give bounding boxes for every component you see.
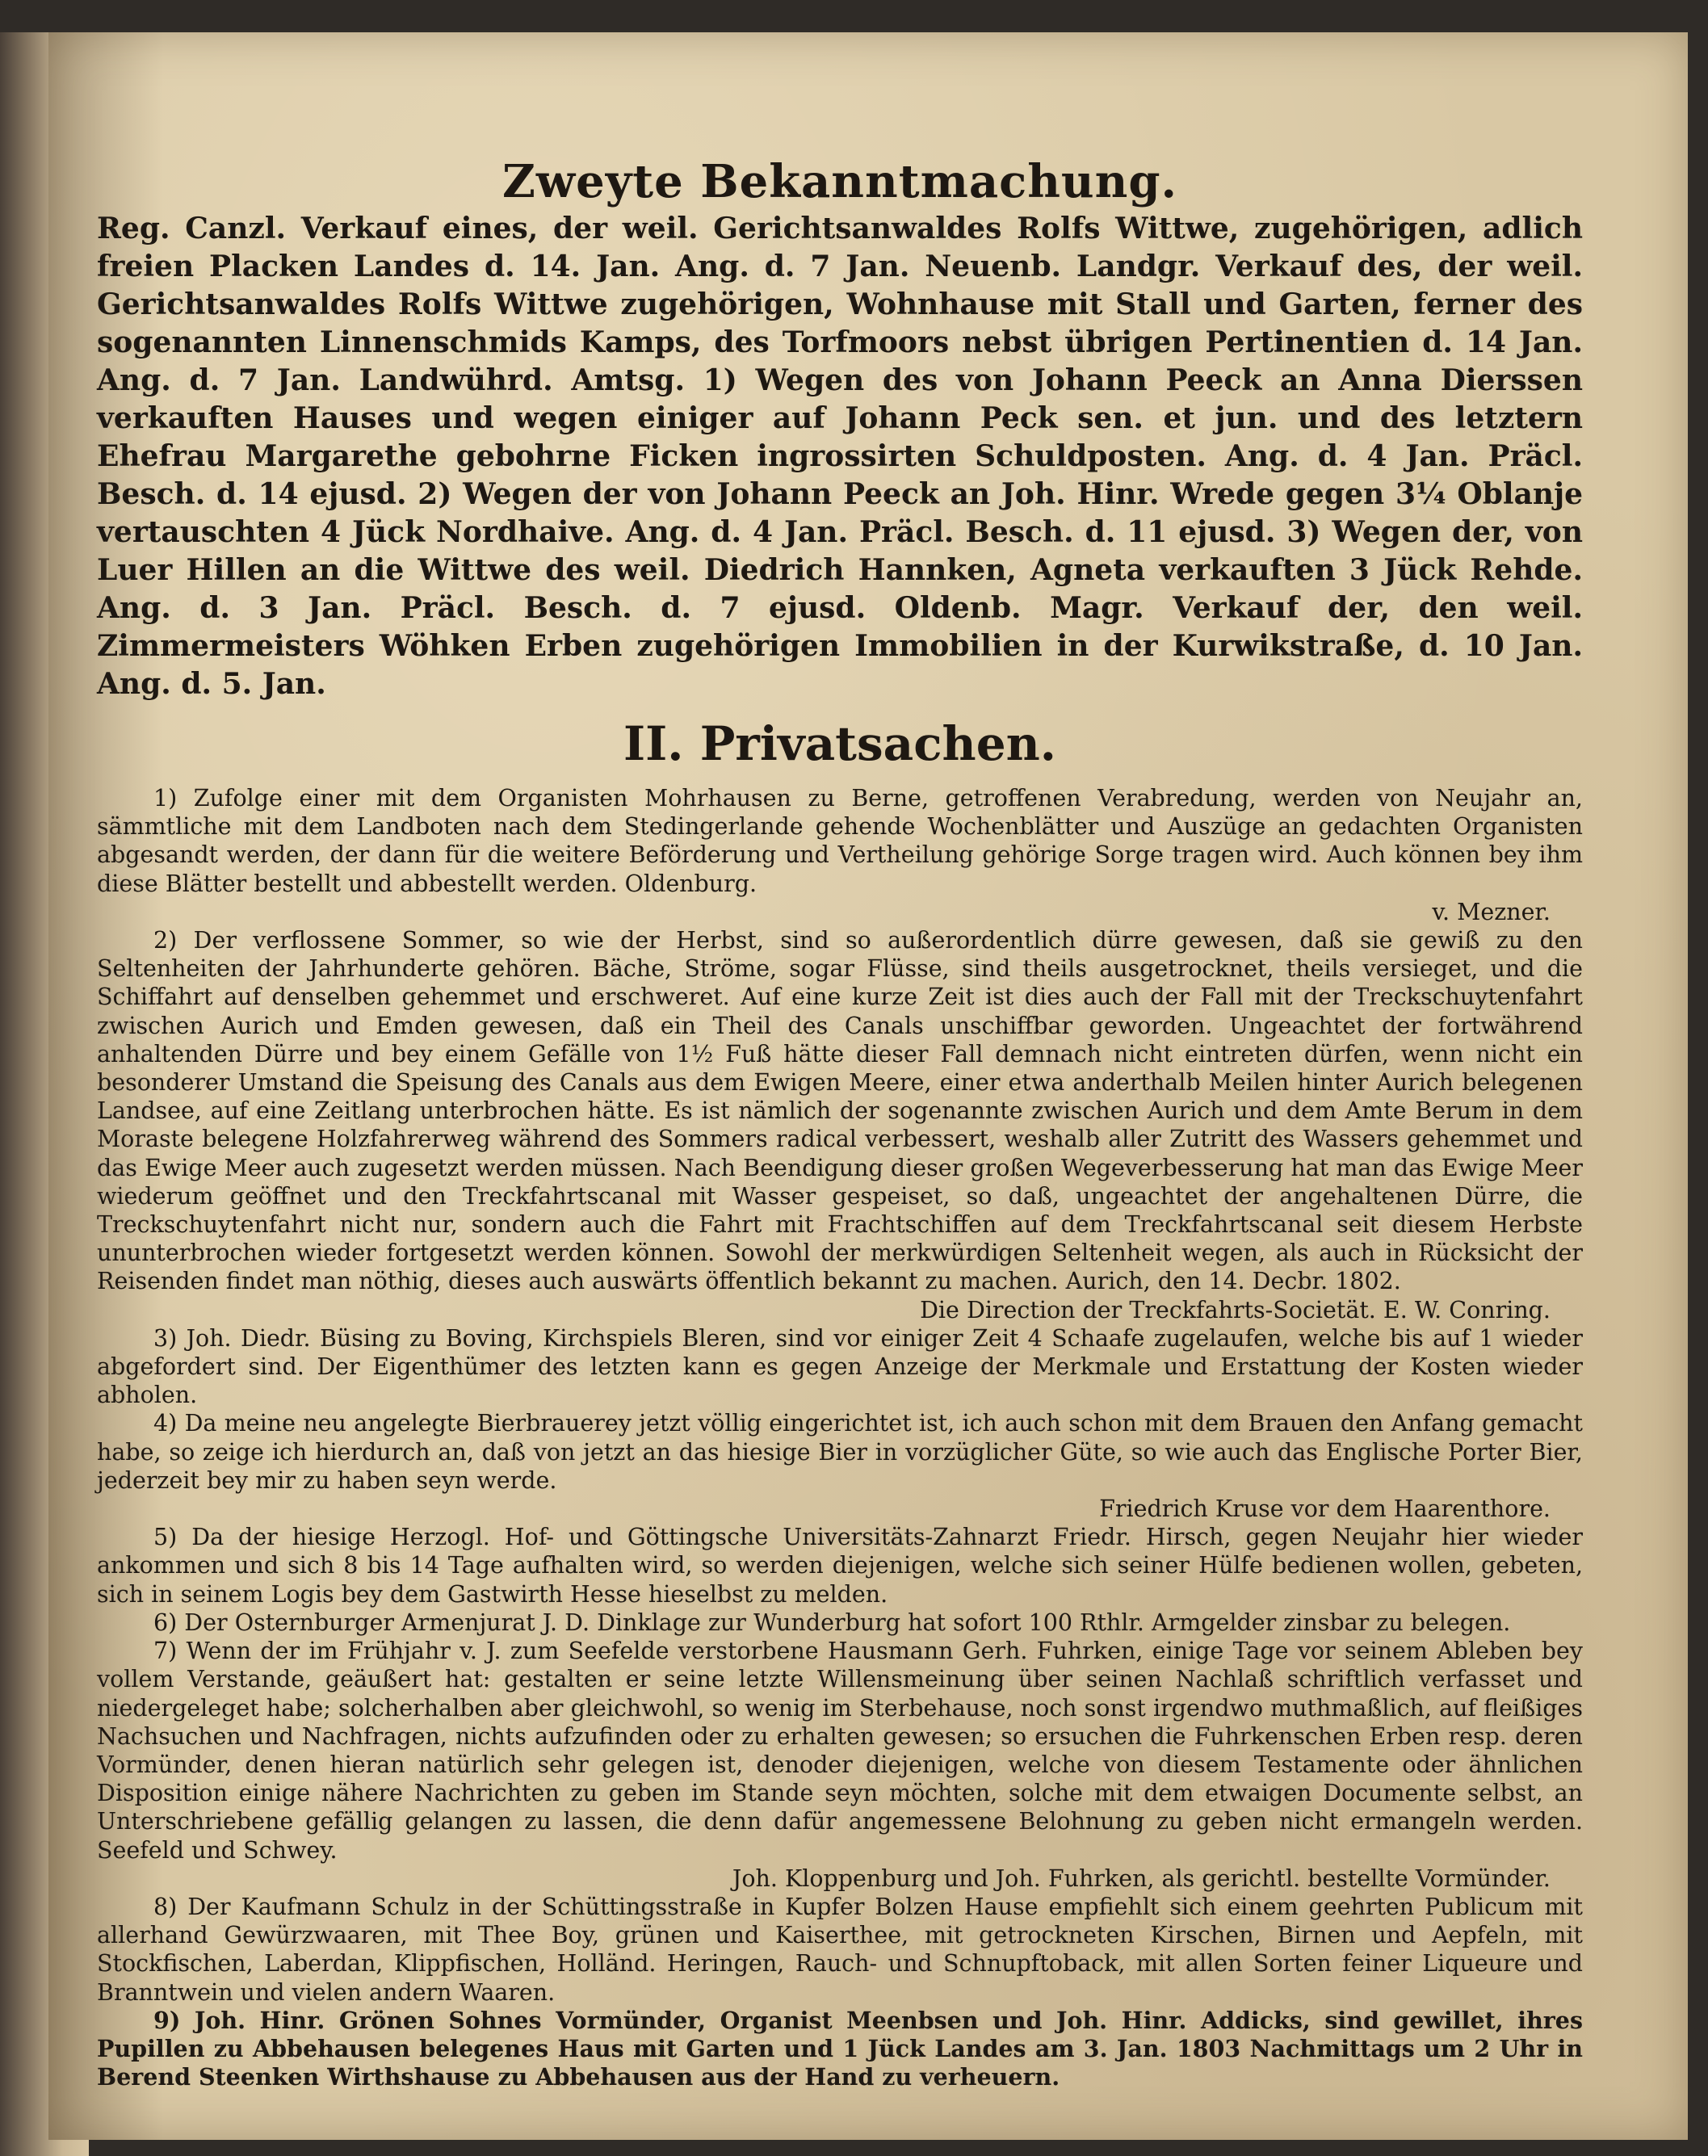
entry-3: 3) Joh. Diedr. Büsing zu Boving, Kirchspiels Bleren, sind vor einiger Zeit 4 Schaafe zugelaufen, welche bis auf 1 wieder abgefordert sind. Der Eigenthümer des letzten kann es gegen Anzeige der Merkmale und Erstattung der Kosten wieder abholen. bbox=[97, 1324, 1583, 1409]
entry-9: 9) Joh. Hinr. Grönen Sohnes Vormünder, Organist Meenbsen und Joh. Hinr. Addicks, sind gewillet, ihres Pupillen zu Abbehausen belegenes Haus mit Garten und 1 Jück Landes am 3. Jan. 1803 Nachmittags um 2 Uhr in Berend Steenken Wirthshause zu Abbehausen aus der Hand zu verheuern. bbox=[97, 2006, 1583, 2091]
entry-2-signature: Die Direction der Treckfahrts-Societät. E. W. Conring. bbox=[920, 1296, 1551, 1323]
entry-1-signature: v. Mezner. bbox=[1432, 898, 1551, 925]
entry-5: 5) Da der hiesige Herzogl. Hof- und Göttingsche Universitäts-Zahnarzt Friedr. Hirsch, gegen Neujahr hier wieder ankommen und sich 8 bis 14 Tage aufhalten wird, so werden diejenigen, welche sich seiner Hülfe bedienen wollen, gebeten, sich in seinem Logis bey dem Gastwirth Hesse hieselbst zu melden. bbox=[97, 1524, 1583, 1608]
entry-2: 2) Der verflossene Sommer, so wie der Herbst, sind so außerordentlich dürre gewesen, daß sie gewiß zu den Seltenheiten der Jahrhunderte gehören. Bäche, Ströme, sogar Flüsse, sind theils ausgetrocknet, theils versieget, und die Schiffahrt auf denselben gehemmet und erschweret. Auf eine kurze Zeit ist dies auch der Fall mit der Treckschuytenfahrt zwischen Aurich und Emden gewesen, daß ein Theil des Canals unschiffbar geworden. Ungeachtet der fortwährend anhaltenden Dürre und bey einem Gefälle von 1½ Fuß hätte dieser Fall demnach nicht eintreten dürfen, wenn nicht ein besonderer Umstand die Speisung des Canals aus dem Ewigen Meere, einer etwa anderthalb Meilen hinter Aurich belegenen Landsee, auf eine Zeitlang unterbrochen hätte. Es ist nämlich der sogenannte zwischen Aurich und dem Amte Berum in dem Moraste belegene Holzfahrerweg während des Sommers radical verbessert, weshalb aller Zutritt des Wassers gehemmet und das Ewige Meer auch zugesetzt werden müssen. Nach Beendigung dieser großen Wegeverbesserung hat man das Ewige Meer wiederum geöffnet und den Treckfahrtscanal mit Wasser gespeiset, so daß, ungeachtet der angehaltenen Dürre, die Treckschuytenfahrt nicht nur, sondern auch die Fahrt mit Frachtschiffen auf dem Treckfahrtscanal seit diesem Herbste ununterbrochen wieder fortgesetzt werden können. Sowohl der merkwürdigen Seltenheit wegen, als auch in Rücksicht der Reisenden findet man nöthig, dieses auch auswärts öffentlich bekannt zu machen. Aurich, den 14. Decbr. 1802. bbox=[97, 927, 1583, 1295]
page-content bbox=[97, 153, 1583, 2091]
entry-1: 1) Zufolge einer mit dem Organisten Mohrhausen zu Berne, getroffenen Verabredung, werden von Neujahr an, sämmtliche mit dem Landboten nach dem Stedingerlande gehende Wochenblätter und Auszüge an gedachten Organisten abgesandt werden, der dann für die weitere Beförderung und Vertheilung gehörige Sorge tragen wird. Auch können bey ihm diese Blätter bestellt und abbestellt werden. Oldenburg. bbox=[97, 785, 1583, 897]
announcement-heading: Zweyte Bekanntmachung. bbox=[501, 155, 1178, 208]
section-title: II. Privatsachen. bbox=[623, 716, 1056, 771]
entry-6: 6) Der Osternburger Armenjurat J. D. Dinklage zur Wunderburg hat sofort 100 Rthlr. Armgelder zinsbar zu belegen. bbox=[153, 1609, 1511, 1636]
entry-4-signature: Friedrich Kruse vor dem Haarenthore. bbox=[1099, 1495, 1551, 1523]
entry-8: 8) Der Kaufmann Schulz in der Schüttingsstraße in Kupfer Bolzen Hause empfiehlt sich einem geehrten Publicum mit allerhand Gewürzwaaren, mit Thee Boy, grünen und Kaiserthee, mit getrockneten Kirschen, Birnen und Aepfeln, mit Stockfischen, Laberdan, Klippfischen, Holländ. Heringen, Rauch- und Schnupftoback, mit allen Sorten feiner Liqueure und Branntwein und vielen andern Waaren. bbox=[97, 1893, 1583, 2006]
entry-7-signature: Joh. Kloppenburg und Joh. Fuhrken, als gerichtl. bestellte Vormünder. bbox=[732, 1864, 1551, 1892]
court-announcements: Reg. Canzl. Verkauf eines, der weil. Gerichtsanwaldes Rolfs Wittwe, zugehörigen, adlich freien Placken Landes d. 14. Jan. Ang. d. 7 Jan. Neuenb. Landgr. Verkauf des, der weil. Gerichtsanwaldes Rolfs Wittwe zugehörigen, Wohnhause mit Stall und Garten, ferner des sogenannten Linnenschmids Kamps, des Torfmoors nebst übrigen Pertinentien d. 14 Jan. Ang. d. 7 Jan. Landwührd. Amtsg. 1) Wegen des von Johann Peeck an Anna Dierssen verkauften Hauses und wegen einiger auf Johann Peck sen. et jun. und des letztern Ehefrau Margarethe gebohrne Ficken ingrossirten Schuldposten. Ang. d. 4 Jan. Präcl. Besch. d. 14 ejusd. 2) Wegen der von Johann Peeck an Joh. Hinr. Wrede gegen 3¼ Oblanje vertauschten 4 Jück Nordhaive. Ang. d. 4 Jan. Präcl. Besch. d. 11 ejusd. 3) Wegen der, von Luer Hillen an die Wittwe des weil. Diedrich Hannken, Agneta verkauften 3 Jück Rehde. Ang. d. 3 Jan. Präcl. Besch. d. 7 ejusd. Oldenb. Magr. Verkauf der, den weil. Zimmermeisters Wöhken Erben zugehörigen Immobilien in der Kurwikstraße, d. 10 Jan. Ang. d. 5. Jan. bbox=[97, 212, 1583, 701]
entry-7: 7) Wenn der im Frühjahr v. J. zum Seefelde verstorbene Hausmann Gerh. Fuhrken, einige Tage vor seinem Ableben bey vollem Verstande, geäußert hat: gestalten er seine letzte Willensmeinung über seinen Nachlaß schriftlich verfasset und niedergeleget habe; solcherhalben aber gleichwohl, so wenig im Sterbehause, noch sonst irgendwo muthmaßlich, auf fleißiges Nachsuchen und Nachfragen, nichts aufzufinden oder zu erhalten gewesen; so ersuchen die Fuhrkenschen Erben resp. deren Vormünder, denen hieran natürlich sehr gelegen ist, denoder diejenigen, welche von diesem Testamente oder ähnlichen Disposition einige nähere Nachrichten zu geben im Stande seyn möchten, solche mit dem etwaigen Documente selbst, an Unterschriebene gefällig gelangen zu lassen, die denn dafür angemessene Belohnung zu geben nicht ermangeln werden. Seefeld und Schwey. bbox=[97, 1638, 1583, 1864]
entry-4: 4) Da meine neu angelegte Bierbrauerey jetzt völlig eingerichtet ist, ich auch schon mit dem Brauen den Anfang gemacht habe, so zeige ich hierdurch an, daß von jetzt an das hiesige Bier in vorzüglicher Güte, so wie auch das Englische Porter Bier, jederzeit bey mir zu haben seyn werde. bbox=[97, 1410, 1583, 1494]
